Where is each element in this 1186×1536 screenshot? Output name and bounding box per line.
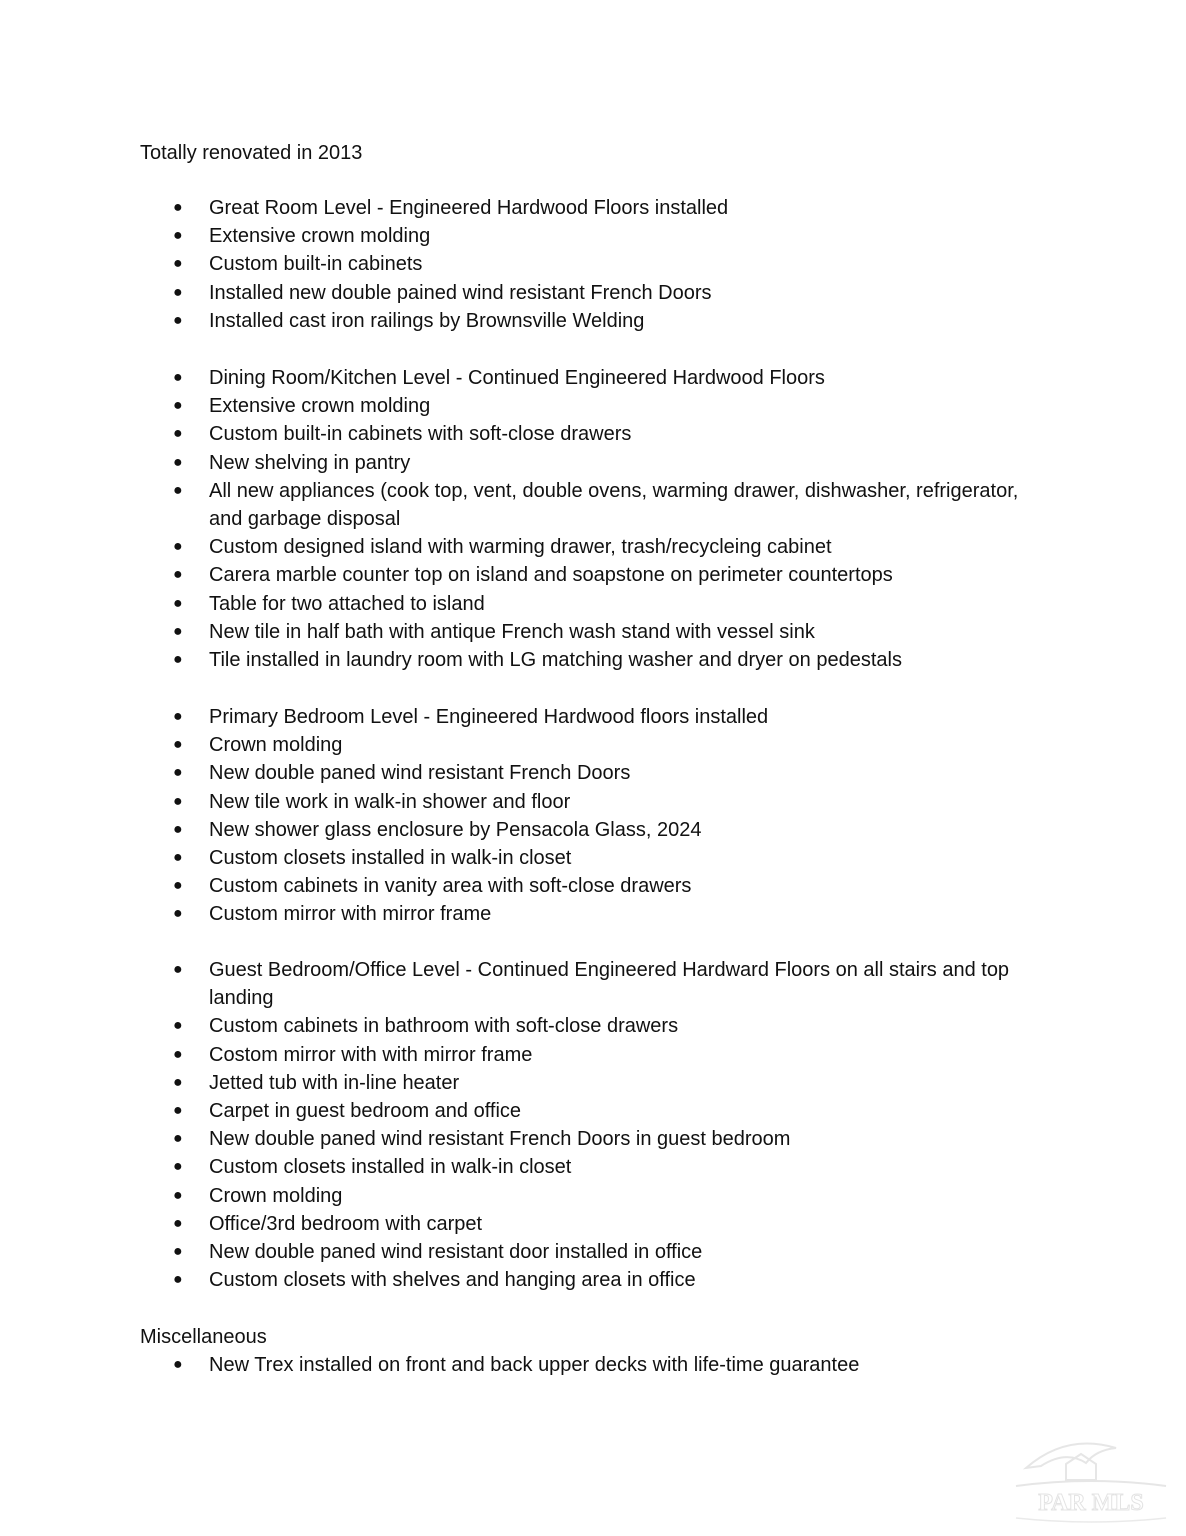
- bullet-icon: ●: [173, 1102, 183, 1120]
- list-item: ● Custom closets installed in walk-in closet: [170, 1153, 1050, 1181]
- list-item: ● Custom closets with shelves and hanging area in office: [170, 1266, 1050, 1294]
- list-item: ● New tile work in walk-in shower and floor: [170, 788, 1050, 816]
- bullet-icon: ●: [173, 1158, 183, 1176]
- list-item: ● Custom designed island with warming drawer, trash/recycleing cabinet: [170, 533, 1050, 561]
- bullet-icon: ●: [173, 566, 183, 584]
- bullet-icon: ●: [173, 453, 183, 471]
- list-item: ● Dining Room/Kitchen Level - Continued Engineered Hardwood Floors: [170, 364, 1050, 392]
- bullet-icon: ●: [173, 1017, 183, 1035]
- list-item: ● Custom mirror with mirror frame: [170, 900, 1050, 928]
- intro-heading: Totally renovated in 2013: [140, 142, 363, 164]
- bullet-icon: ●: [173, 1243, 183, 1261]
- guest-office-list: [170, 956, 1050, 1294]
- bullet-icon: ●: [173, 255, 183, 273]
- mls-watermark-logo: [1006, 1428, 1176, 1528]
- bullet-icon: ●: [173, 397, 183, 415]
- great-room-list: [170, 194, 1050, 335]
- bullet-icon: ●: [173, 538, 183, 556]
- list-item: ● New tile in half bath with antique French wash stand with vessel sink: [170, 618, 1050, 646]
- primary-bedroom-list: [170, 703, 1050, 929]
- list-item: ● Jetted tub with in-line heater: [170, 1069, 1050, 1097]
- list-item: ● Extensive crown molding: [170, 222, 1050, 250]
- list-item: ● Custom closets installed in walk-in closet: [170, 844, 1050, 872]
- bullet-icon: ●: [173, 877, 183, 895]
- bullet-icon: ●: [173, 1130, 183, 1148]
- bullet-icon: ●: [173, 1356, 183, 1373]
- list-item: ● Custom built-in cabinets: [170, 250, 1050, 278]
- list-item: ● New shower glass enclosure by Pensacola Glass, 2024: [170, 816, 1050, 844]
- list-item: ● New double paned wind resistant door installed in office: [170, 1238, 1050, 1266]
- list-item: ● Extensive crown molding: [170, 392, 1050, 420]
- list-item: ● All new appliances (cook top, vent, double ovens, warming drawer, dishwasher, refrigerator, and garbage disposal: [170, 477, 1050, 533]
- list-item: ● Primary Bedroom Level - Engineered Hardwood floors installed: [170, 703, 1050, 731]
- list-item: ● Table for two attached to island: [170, 590, 1050, 618]
- list-item: ● Installed new double pained wind resistant French Doors: [170, 279, 1050, 307]
- misc-heading: Miscellaneous: [140, 1326, 267, 1348]
- bullet-icon: ●: [173, 1186, 183, 1204]
- bullet-icon: ●: [173, 1045, 183, 1063]
- bullet-icon: ●: [173, 283, 183, 301]
- list-item: ● Installed cast iron railings by Brownsville Welding: [170, 307, 1050, 335]
- bullet-icon: ●: [173, 820, 183, 838]
- bullet-icon: ●: [173, 311, 183, 329]
- bullet-icon: ●: [173, 849, 183, 867]
- bullet-icon: ●: [173, 1271, 183, 1289]
- bullet-icon: ●: [173, 1073, 183, 1091]
- bullet-icon: ●: [173, 905, 183, 923]
- svg-text:PAR MLS: PAR MLS: [1038, 1490, 1144, 1516]
- list-item: ● Custom built-in cabinets with soft-close drawers: [170, 420, 1050, 448]
- dining-kitchen-list: [170, 364, 1050, 674]
- bullet-icon: ●: [173, 481, 183, 499]
- list-item: ● New Trex installed on front and back upper decks with life-time guarantee: [170, 1351, 1050, 1379]
- list-item: ● New double paned wind resistant French Doors: [170, 759, 1050, 787]
- misc-list: [170, 1351, 1050, 1379]
- list-item: ● Guest Bedroom/Office Level - Continued Engineered Hardward Floors on all stairs and top landing: [170, 956, 1050, 1012]
- list-item: ● Office/3rd bedroom with carpet: [170, 1210, 1050, 1238]
- list-item: ● Crown molding: [170, 731, 1050, 759]
- list-item: ● New shelving in pantry: [170, 449, 1050, 477]
- list-item: ● New double paned wind resistant French Doors in guest bedroom: [170, 1125, 1050, 1153]
- list-item: ● Costom mirror with with mirror frame: [170, 1041, 1050, 1069]
- list-item: ● Carpet in guest bedroom and office: [170, 1097, 1050, 1125]
- bullet-icon: ●: [173, 1214, 183, 1232]
- bullet-icon: ●: [173, 622, 183, 640]
- bullet-icon: ●: [173, 961, 183, 978]
- list-item: ● Custom cabinets in bathroom with soft-close drawers: [170, 1012, 1050, 1040]
- bullet-icon: ●: [173, 651, 183, 669]
- list-item: ● Crown molding: [170, 1182, 1050, 1210]
- bullet-icon: ●: [173, 736, 183, 754]
- list-item: ● Carera marble counter top on island and soapstone on perimeter countertops: [170, 561, 1050, 589]
- bullet-icon: ●: [173, 594, 183, 612]
- bullet-icon: ●: [173, 227, 183, 245]
- list-item: ● Tile installed in laundry room with LG matching washer and dryer on pedestals: [170, 646, 1050, 674]
- bullet-icon: ●: [173, 425, 183, 443]
- bullet-icon: ●: [173, 764, 183, 782]
- list-item: ● Great Room Level - Engineered Hardwood Floors installed: [170, 194, 1050, 222]
- bullet-icon: ●: [173, 792, 183, 810]
- bullet-icon: ●: [173, 369, 183, 386]
- bullet-icon: ●: [173, 199, 183, 216]
- list-item: ● Custom cabinets in vanity area with soft-close drawers: [170, 872, 1050, 900]
- bullet-icon: ●: [173, 708, 183, 725]
